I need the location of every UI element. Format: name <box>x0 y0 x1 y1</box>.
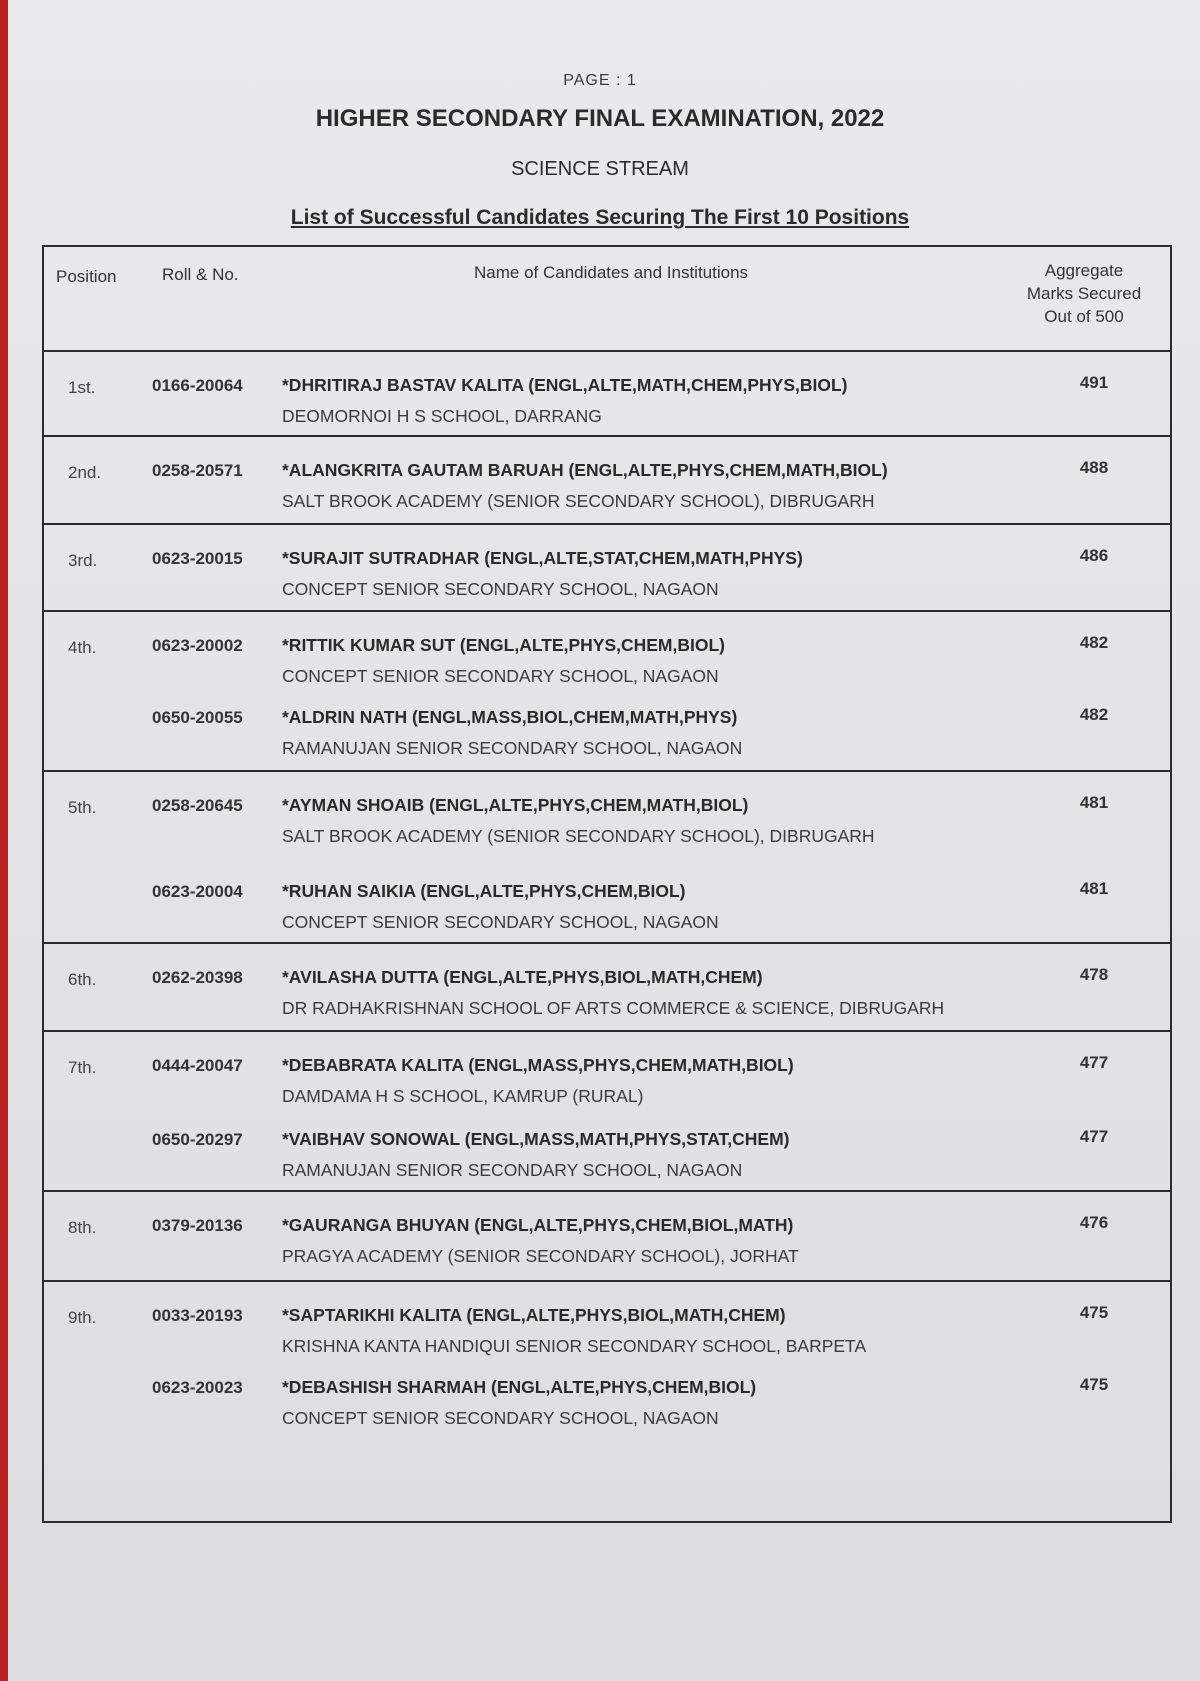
candidate-name: *DEBASHISH SHARMAH (ENGL,ALTE,PHYS,CHEM,BIOL) <box>282 1377 757 1397</box>
marks-cell: 488 <box>1079 458 1109 477</box>
position-cell: 4th. <box>68 638 97 657</box>
marks-cell: 476 <box>1079 1213 1109 1232</box>
marks-cell: 477 <box>1079 1053 1109 1072</box>
table-row <box>44 1053 1170 1118</box>
position-cell: 3rd. <box>68 551 98 570</box>
candidate-name: *ALANGKRITA GAUTAM BARUAH (ENGL,ALTE,PHYS,CHEM,MATH,BIOL) <box>282 460 888 480</box>
position-group <box>44 525 1170 612</box>
candidate-name: *RUHAN SAIKIA (ENGL,ALTE,PHYS,CHEM,BIOL) <box>282 881 686 901</box>
position-cell: 9th. <box>68 1308 97 1327</box>
candidate-name: *SURAJIT SUTRADHAR (ENGL,ALTE,STAT,CHEM,MATH,PHYS) <box>282 548 803 568</box>
table-row <box>44 879 1170 944</box>
roll-cell: 0650-20055 <box>152 708 243 727</box>
header-roll: Roll & No. <box>162 265 239 284</box>
position-cell: 2nd. <box>68 463 102 482</box>
table-header <box>44 247 1170 352</box>
header-position: Position <box>56 267 117 286</box>
marks-cell: 486 <box>1079 546 1109 565</box>
marks-cell: 478 <box>1079 965 1109 984</box>
position-cell: 5th. <box>68 798 97 817</box>
marks-cell: 491 <box>1079 373 1109 392</box>
header-name: Name of Candidates and Institutions <box>474 263 749 282</box>
position-cell: 1st. <box>68 378 96 397</box>
institution-name: DAMDAMA H S SCHOOL, KAMRUP (RURAL) <box>282 1086 644 1106</box>
roll-cell: 0650-20297 <box>152 1130 243 1149</box>
institution-name: RAMANUJAN SENIOR SECONDARY SCHOOL, NAGAON <box>282 1160 743 1180</box>
table-row <box>44 633 1170 698</box>
table-row <box>44 1127 1170 1192</box>
position-cell: 7th. <box>68 1058 97 1077</box>
header-marks-line1: Aggregate <box>1044 261 1124 280</box>
table-row <box>44 793 1170 858</box>
candidate-name: *AYMAN SHOAIB (ENGL,ALTE,PHYS,CHEM,MATH,BIOL) <box>282 795 749 815</box>
table-row <box>44 373 1170 438</box>
header-marks-line2: Marks Secured <box>1026 284 1142 303</box>
roll-cell: 0033-20193 <box>152 1306 243 1325</box>
roll-cell: 0623-20015 <box>152 549 243 568</box>
list-title: List of Successful Candidates Securing The First 10 Positions <box>290 206 910 229</box>
exam-title: HIGHER SECONDARY FINAL EXAMINATION, 2022 <box>315 105 885 132</box>
position-group <box>44 1192 1170 1282</box>
institution-name: CONCEPT SENIOR SECONDARY SCHOOL, NAGAON <box>282 912 719 932</box>
roll-cell: 0166-20064 <box>152 376 243 395</box>
institution-name: CONCEPT SENIOR SECONDARY SCHOOL, NAGAON <box>282 666 719 686</box>
candidate-name: *RITTIK KUMAR SUT (ENGL,ALTE,PHYS,CHEM,BIOL) <box>282 635 725 655</box>
position-cell: 6th. <box>68 970 97 989</box>
candidate-name: *DEBABRATA KALITA (ENGL,MASS,PHYS,CHEM,MATH,BIOL) <box>282 1055 794 1075</box>
table-row <box>44 458 1170 523</box>
roll-cell: 0258-20645 <box>152 796 243 815</box>
table-row <box>44 705 1170 770</box>
position-group <box>44 772 1170 944</box>
marks-cell: 481 <box>1079 793 1109 812</box>
position-group <box>44 352 1170 437</box>
results-table <box>42 245 1172 1523</box>
position-group <box>44 437 1170 525</box>
marks-cell: 482 <box>1079 705 1109 724</box>
table-row <box>44 1213 1170 1278</box>
institution-name: CONCEPT SENIOR SECONDARY SCHOOL, NAGAON <box>282 1408 719 1428</box>
position-group <box>44 612 1170 772</box>
roll-cell: 0262-20398 <box>152 968 243 987</box>
institution-name: DEOMORNOI H S SCHOOL, DARRANG <box>282 406 602 426</box>
table-row <box>44 965 1170 1030</box>
roll-cell: 0379-20136 <box>152 1216 243 1235</box>
marks-cell: 475 <box>1079 1303 1109 1322</box>
institution-name: SALT BROOK ACADEMY (SENIOR SECONDARY SCHOOL), DIBRUGARH <box>282 826 875 846</box>
roll-cell: 0623-20002 <box>152 636 243 655</box>
institution-name: RAMANUJAN SENIOR SECONDARY SCHOOL, NAGAON <box>282 738 743 758</box>
table-row <box>44 1375 1170 1440</box>
roll-cell: 0444-20047 <box>152 1056 243 1075</box>
roll-cell: 0258-20571 <box>152 461 243 480</box>
institution-name: PRAGYA ACADEMY (SENIOR SECONDARY SCHOOL), JORHAT <box>282 1246 799 1266</box>
position-cell: 8th. <box>68 1218 97 1237</box>
candidate-name: *AVILASHA DUTTA (ENGL,ALTE,PHYS,BIOL,MATH,CHEM) <box>282 967 763 987</box>
institution-name: SALT BROOK ACADEMY (SENIOR SECONDARY SCHOOL), DIBRUGARH <box>282 491 875 511</box>
institution-name: KRISHNA KANTA HANDIQUI SENIOR SECONDARY SCHOOL, BARPETA <box>282 1336 867 1356</box>
position-group <box>44 1282 1170 1522</box>
table-row <box>44 546 1170 611</box>
roll-cell: 0623-20004 <box>152 882 243 901</box>
marks-cell: 477 <box>1079 1127 1109 1146</box>
roll-cell: 0623-20023 <box>152 1378 243 1397</box>
stream-title: SCIENCE STREAM <box>511 158 689 180</box>
position-group <box>44 1032 1170 1192</box>
candidate-name: *ALDRIN NATH (ENGL,MASS,BIOL,CHEM,MATH,PHYS) <box>282 707 738 727</box>
marks-cell: 481 <box>1079 879 1109 898</box>
candidate-name: *GAURANGA BHUYAN (ENGL,ALTE,PHYS,CHEM,BIOL,MATH) <box>282 1215 794 1235</box>
candidate-name: *DHRITIRAJ BASTAV KALITA (ENGL,ALTE,MATH,CHEM,PHYS,BIOL) <box>282 375 848 395</box>
header-marks-line3: Out of 500 <box>1044 307 1124 326</box>
page-number: PAGE : 1 <box>563 72 637 89</box>
institution-name: CONCEPT SENIOR SECONDARY SCHOOL, NAGAON <box>282 579 719 599</box>
marks-cell: 475 <box>1079 1375 1109 1394</box>
institution-name: DR RADHAKRISHNAN SCHOOL OF ARTS COMMERCE & SCIENCE, DIBRUGARH <box>282 998 945 1018</box>
header-marks <box>1004 259 1164 328</box>
marks-cell: 482 <box>1079 633 1109 652</box>
candidate-name: *SAPTARIKHI KALITA (ENGL,ALTE,PHYS,BIOL,MATH,CHEM) <box>282 1305 786 1325</box>
position-group <box>44 944 1170 1032</box>
table-row <box>44 1303 1170 1368</box>
candidate-name: *VAIBHAV SONOWAL (ENGL,MASS,MATH,PHYS,STAT,CHEM) <box>282 1129 790 1149</box>
